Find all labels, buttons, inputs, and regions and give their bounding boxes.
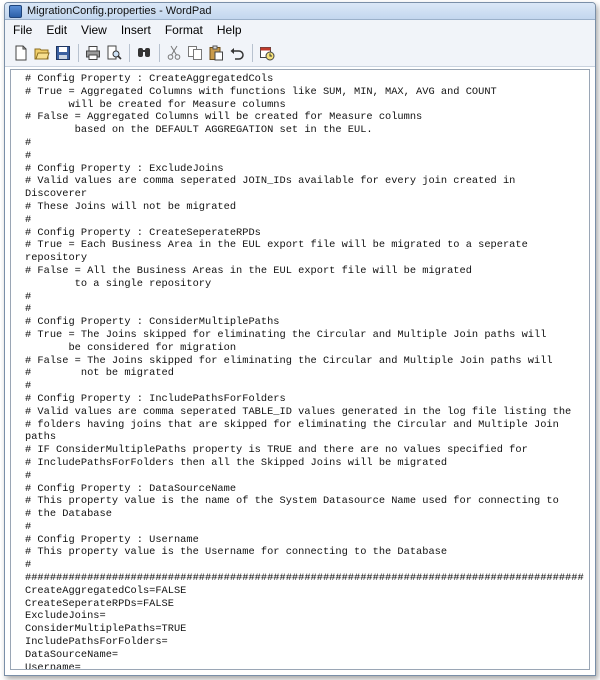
copy-icon[interactable]: [185, 43, 205, 63]
toolbar-separator: [252, 44, 253, 62]
toolbar-separator: [159, 44, 160, 62]
document-line: # Config Property : DataSourceName: [25, 482, 237, 495]
open-folder-icon[interactable]: [32, 43, 52, 63]
document-area[interactable]: [10, 69, 590, 670]
document-line: # This property value is the Username for connecting to the Database: [25, 546, 448, 559]
menu-insert[interactable]: Insert: [120, 23, 151, 37]
document-line: # Config Property : ConsiderMultiplePaths: [25, 316, 280, 329]
document-line: IncludePathsForFolders=: [25, 636, 168, 649]
document-line: # Config Property : Username: [25, 533, 199, 546]
wordpad-app-icon[interactable]: [9, 5, 22, 18]
document-line: #: [25, 303, 32, 316]
document-line: # This property value is the name of the System Datasource Name used for connecting to: [25, 495, 559, 508]
document-line: paths: [25, 431, 57, 444]
document-line: # Config Property : ExcludeJoins: [25, 162, 224, 175]
document-line: # True = Aggregated Columns with functions like SUM, MIN, MAX, AVG and COUNT: [25, 85, 497, 98]
save-icon[interactable]: [53, 43, 73, 63]
document-line: ExcludeJoins=: [25, 610, 106, 623]
document-line: #: [25, 469, 32, 482]
document-line: # False = All the Business Areas in the EUL export file will be migrated: [25, 264, 472, 277]
print-preview-icon[interactable]: [104, 43, 124, 63]
document-line: Username=: [25, 661, 81, 670]
document-line: DataSourceName=: [25, 648, 119, 661]
window-title: MigrationConfig.properties - WordPad: [27, 5, 212, 17]
document-line: # Config Property : CreateAggregatedCols: [25, 73, 274, 85]
document-line: #: [25, 213, 32, 226]
menu-file[interactable]: File: [13, 23, 33, 37]
wordpad-window: [4, 2, 596, 676]
document-line: ##########################################################################################: [25, 572, 584, 585]
document-line: # not be migrated: [25, 367, 174, 380]
paste-icon[interactable]: [206, 43, 226, 63]
document-line: #: [25, 559, 32, 572]
toolbar-separator: [78, 44, 79, 62]
document-line: # Valid values are comma seperated TABLE_ID values generated in the log file listing the: [25, 405, 572, 418]
document-line: #: [25, 520, 32, 533]
document-line: ConsiderMultiplePaths=TRUE: [25, 623, 187, 636]
document-line: # IncludePathsForFolders then all the Skipped Joins will be migrated: [25, 456, 448, 469]
document-line: # Valid values are comma seperated JOIN_IDs available for every join created in: [25, 175, 516, 188]
menu-format[interactable]: Format: [164, 23, 203, 37]
document-line: # False = Aggregated Columns will be created for Measure columns: [25, 111, 423, 124]
date-time-icon[interactable]: [257, 43, 277, 63]
document-line: #: [25, 149, 32, 162]
document-line: # True = Each Business Area in the EUL export file will be migrated to a seperate: [25, 239, 528, 252]
document-line: will be created for Measure columns: [25, 98, 286, 111]
document-line: # Config Property : CreateSeperateRPDs: [25, 226, 261, 239]
document-line: # False = The Joins skipped for eliminating the Circular and Multiple Join paths will: [25, 354, 553, 367]
undo-icon[interactable]: [227, 43, 247, 63]
document-line: # True = The Joins skipped for eliminating the Circular and Multiple Join paths will: [25, 328, 547, 341]
cut-icon[interactable]: [164, 43, 184, 63]
document-line: based on the DEFAULT AGGREGATION set in the EUL.: [25, 124, 373, 137]
document-text[interactable]: [11, 70, 589, 670]
document-line: # IF ConsiderMultiplePaths property is TRUE and there are no values specified for: [25, 444, 528, 457]
new-document-icon[interactable]: [11, 43, 31, 63]
menu-view[interactable]: View: [81, 23, 107, 37]
document-line: CreateAggregatedCols=FALSE: [25, 584, 187, 597]
print-icon[interactable]: [83, 43, 103, 63]
title-bar[interactable]: [5, 3, 595, 20]
document-line: repository: [25, 252, 88, 265]
document-line: # the Database: [25, 508, 112, 521]
document-line: be considered for migration: [25, 341, 237, 354]
menu-help[interactable]: Help: [216, 23, 242, 37]
toolbar-separator: [129, 44, 130, 62]
document-line: # Config Property : IncludePathsForFolders: [25, 392, 286, 405]
document-line: # These Joins will not be migrated: [25, 200, 237, 213]
document-line: CreateSeperateRPDs=FALSE: [25, 597, 174, 610]
document-line: to a single repository: [25, 277, 212, 290]
document-line: #: [25, 380, 32, 393]
menu-bar: [5, 20, 595, 40]
menu-edit[interactable]: Edit: [46, 23, 68, 37]
document-line: #: [25, 136, 32, 149]
document-line: # folders having joins that are skipped for eliminating the Circular and Multiple Join: [25, 418, 559, 431]
document-line: #: [25, 290, 32, 303]
find-icon[interactable]: [134, 43, 154, 63]
document-line: Discoverer: [25, 188, 88, 201]
toolbar: [5, 40, 595, 67]
